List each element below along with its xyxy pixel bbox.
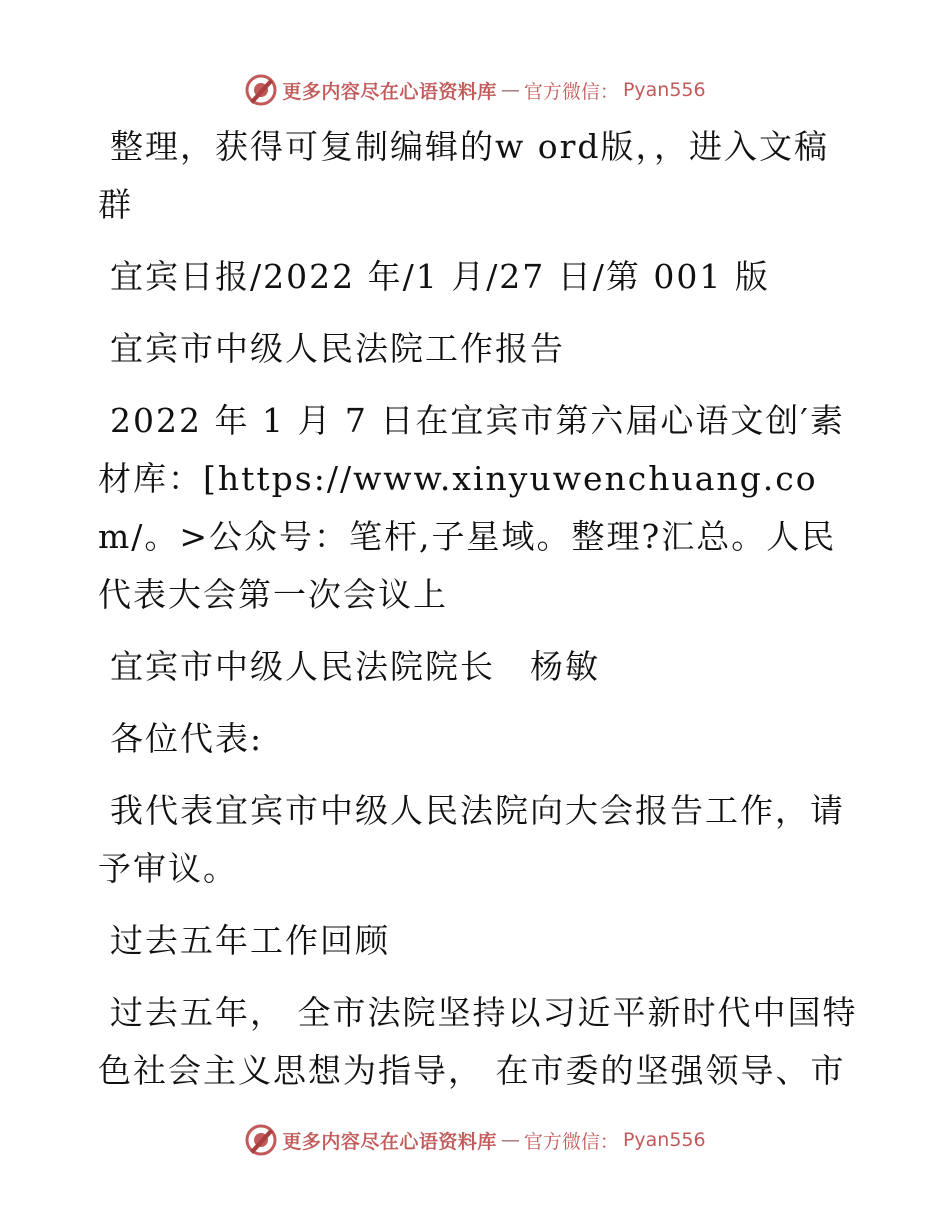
paragraph-8: 过去五年工作回顾 bbox=[110, 921, 390, 960]
pen-logo-icon bbox=[244, 1123, 278, 1157]
header-banner-inner bbox=[244, 73, 705, 107]
header-wechat-id: Pyan556 bbox=[622, 79, 706, 101]
document-body bbox=[98, 118, 858, 1114]
header-banner bbox=[0, 70, 950, 110]
paragraph-6: 各位代表: bbox=[110, 719, 264, 758]
header-wechat-label: 官方微信： bbox=[523, 80, 619, 103]
paragraph-7: 我代表宜宾市中级人民法院向大会报告工作，请予审议。 bbox=[98, 791, 845, 888]
paragraph-2: 宜宾日报/2022 年/1 月/27 日/第 001 版 bbox=[110, 257, 770, 296]
footer-banner-text: 更多内容尽在心语资料库 bbox=[282, 1130, 497, 1153]
footer-banner bbox=[0, 1120, 950, 1160]
paragraph-9: 过去五年， 全市法院坚持以习近平新时代中国特色社会主义思想为指导， 在市委的坚强领导、市 bbox=[98, 993, 858, 1090]
pen-logo-icon bbox=[244, 73, 278, 107]
paragraph-1: 整理，获得可复制编辑的w ord版，，进入文稿群 bbox=[98, 127, 830, 224]
footer-wechat-id: Pyan556 bbox=[622, 1129, 706, 1151]
footer-banner-separator: — bbox=[500, 1129, 520, 1151]
footer-wechat-label: 官方微信： bbox=[523, 1130, 619, 1153]
header-banner-text: 更多内容尽在心语资料库 bbox=[282, 80, 497, 103]
paragraph-3: 宜宾市中级人民法院工作报告 bbox=[110, 329, 565, 368]
footer-banner-inner bbox=[244, 1123, 705, 1157]
paragraph-5: 宜宾市中级人民法院院长 杨敏 bbox=[110, 647, 600, 686]
paragraph-4: 2022 年 1 月 7 日在宜宾市第六届心语文创′素材库：[https://www.xinyuwenchuang.com/。>公众号：笔杆,子星域。整理?汇总。人民代表大会第一次会议上 bbox=[98, 401, 845, 614]
header-banner-separator: — bbox=[500, 79, 520, 101]
